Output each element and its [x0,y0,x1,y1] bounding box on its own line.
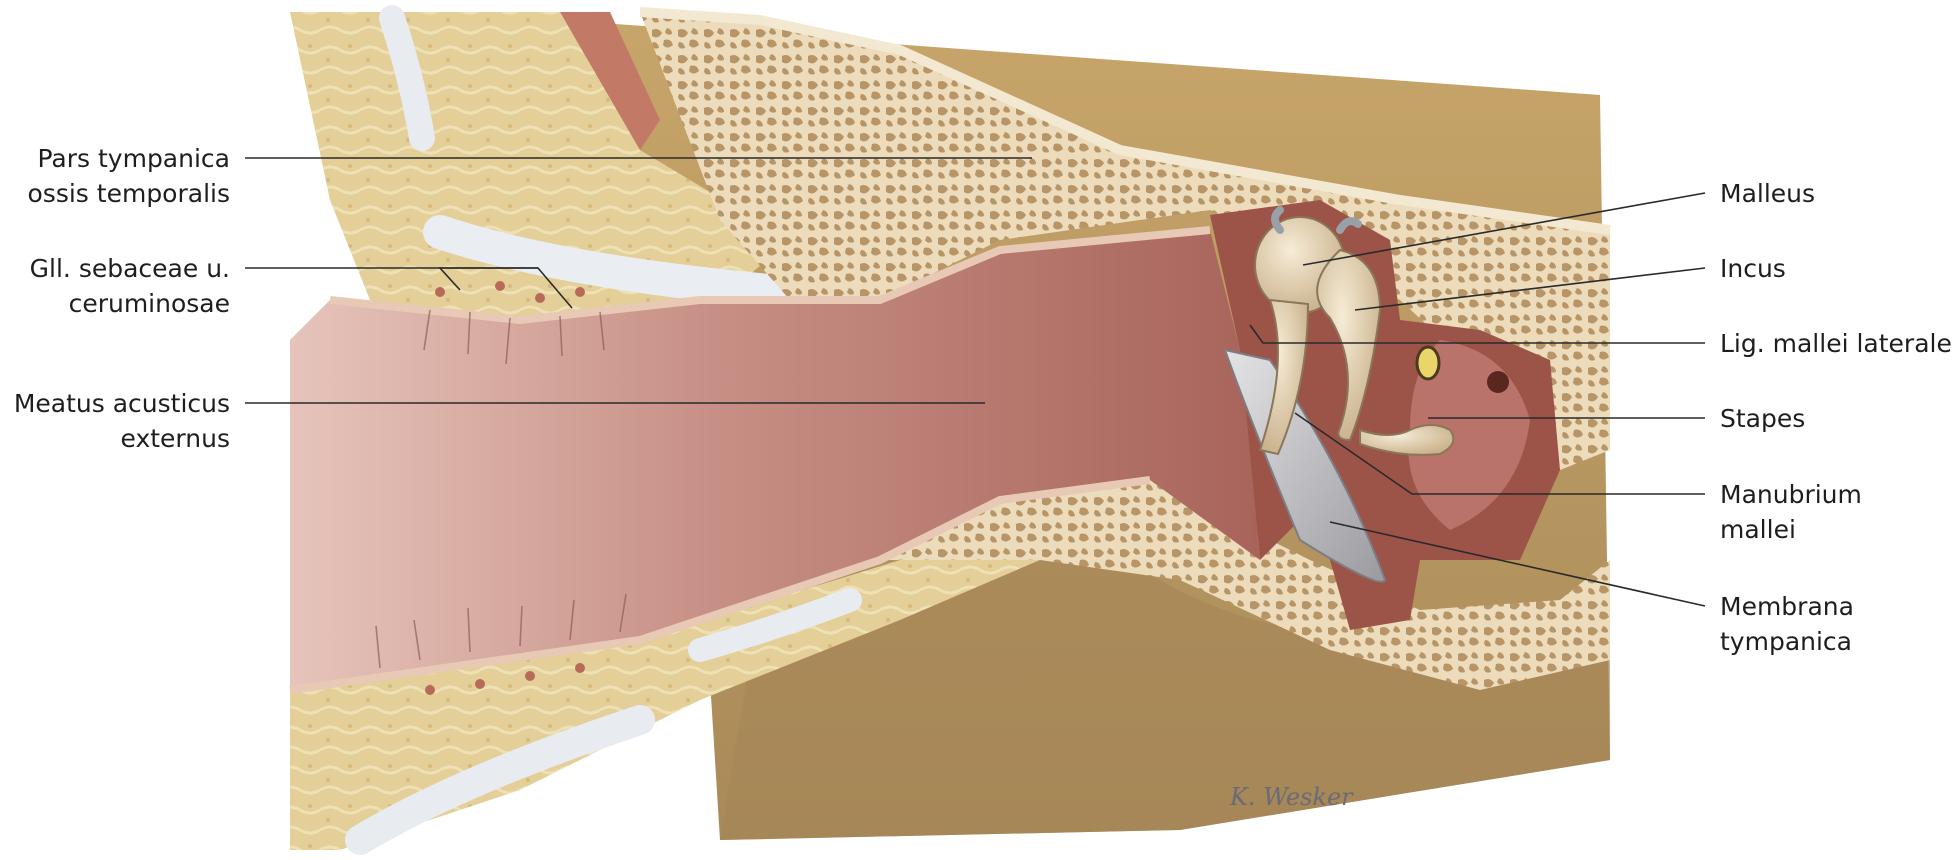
label-gll-1: Gll. sebaceae u. [29,254,230,283]
label-manubrium-2: mallei [1720,515,1796,544]
label-manubrium-1: Manubrium [1720,480,1862,509]
label-incus: Incus [1720,254,1786,283]
labels-right [1720,179,1952,656]
label-membrana-1: Membrana [1720,592,1854,621]
label-meatus-2: externus [120,424,230,453]
label-gll-2: ceruminosae [68,289,230,318]
label-malleus: Malleus [1720,179,1816,208]
artist-signature: K. Wesker [1230,783,1353,811]
label-pars-2: ossis temporalis [27,179,230,208]
label-membrana-2: tympanica [1720,627,1852,656]
label-stapes: Stapes [1720,404,1806,433]
labels-left [14,144,230,453]
label-meatus-1: Meatus acusticus [13,389,230,418]
label-pars-1: Pars tympanica [37,144,230,173]
label-lig: Lig. mallei laterale [1720,329,1952,358]
